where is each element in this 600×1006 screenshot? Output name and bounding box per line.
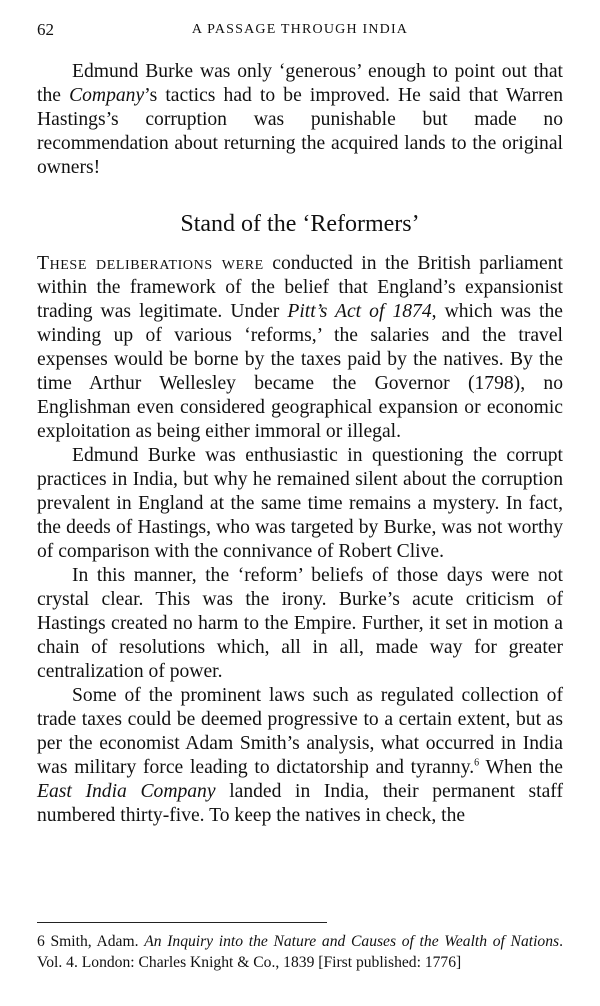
page-header — [37, 20, 563, 44]
page-number: 62 — [37, 20, 54, 39]
footnote-6 — [37, 931, 563, 973]
paragraph-2-smallcaps-lead: These deliberations were — [37, 253, 264, 274]
footnote-text-a: 6 Smith, Adam. — [37, 933, 145, 950]
paragraph-3: Edmund Burke was enthusiastic in questioning the corrupt practices in India, but why he remained silent about the corruption prevalent in England at the same time remains a mystery. In fact, the deeds of Hastings, who was targeted by Burke, was not worthy of comparison with the connivance of Robert Clive. — [37, 445, 563, 562]
footnote-reference-6: 6 — [474, 757, 480, 769]
running-head: A PASSAGE THROUGH INDIA — [191, 22, 409, 37]
paragraph-1-text-a: Edmund Burke was only ‘generous’ enough to point out that the — [37, 61, 563, 106]
body-text — [37, 60, 563, 828]
paragraph-5-text-a: Some of the prominent laws such as regulated collection of trade taxes could be deemed progressive to a certain extent, but as per the economist Adam Smith’s analysis, what occurred in India was military force leading to dictatorship and tyranny. — [37, 685, 563, 778]
paragraph-2 — [37, 252, 563, 444]
footnote-text-c: . Vol. 4. London: Charles Knight & Co., 1839 [First published: 1776] — [37, 933, 563, 971]
paragraph-4: In this manner, the ‘reform’ beliefs of those days were not crystal clear. This was the irony. Burke’s acute criticism of Hastings created no harm to the Empire. Further, it set in motion a chain of resolutions which, all in all, made way for greater centralization of power. — [37, 565, 563, 682]
paragraph-5-text-d: landed in India, their permanent staff numbered thirty-five. To keep the natives in check, the — [37, 781, 564, 826]
paragraph-2-text-a: conducted in the British parliament within the framework of the belief that England’s expansionist trading was legitimate. Under — [37, 253, 563, 322]
paragraph-1 — [37, 60, 563, 180]
paragraph-2-italic-act: Pitt’s Act of 1874 — [287, 301, 432, 322]
footnote-italic-title: An Inquiry into the Nature and Causes of the Wealth of Nations — [144, 933, 560, 950]
paragraph-5-text-b: When the — [479, 757, 563, 778]
paragraph-1-text-c: ’s tactics had to be improved. He said that Warren Hastings’s corruption was punishable but made no recommendation about returning the acquired lands to the original owners! — [37, 85, 563, 178]
footnote-divider — [37, 922, 327, 923]
paragraph-1-italic-company: Company — [69, 85, 145, 106]
paragraph-2-text-c: , which was the winding up of various ‘reforms,’ the salaries and the travel expenses would be borne by the taxes paid by the natives. By the time Arthur Wellesley became the Governor (1798), no Englishman even considered geographical expansion or economic exploitation as being either immoral or illegal. — [37, 301, 563, 442]
section-heading: Stand of the ‘Reformers’ — [180, 211, 420, 237]
paragraph-5 — [37, 684, 563, 828]
paragraph-5-italic-company: East India Company — [37, 781, 216, 802]
